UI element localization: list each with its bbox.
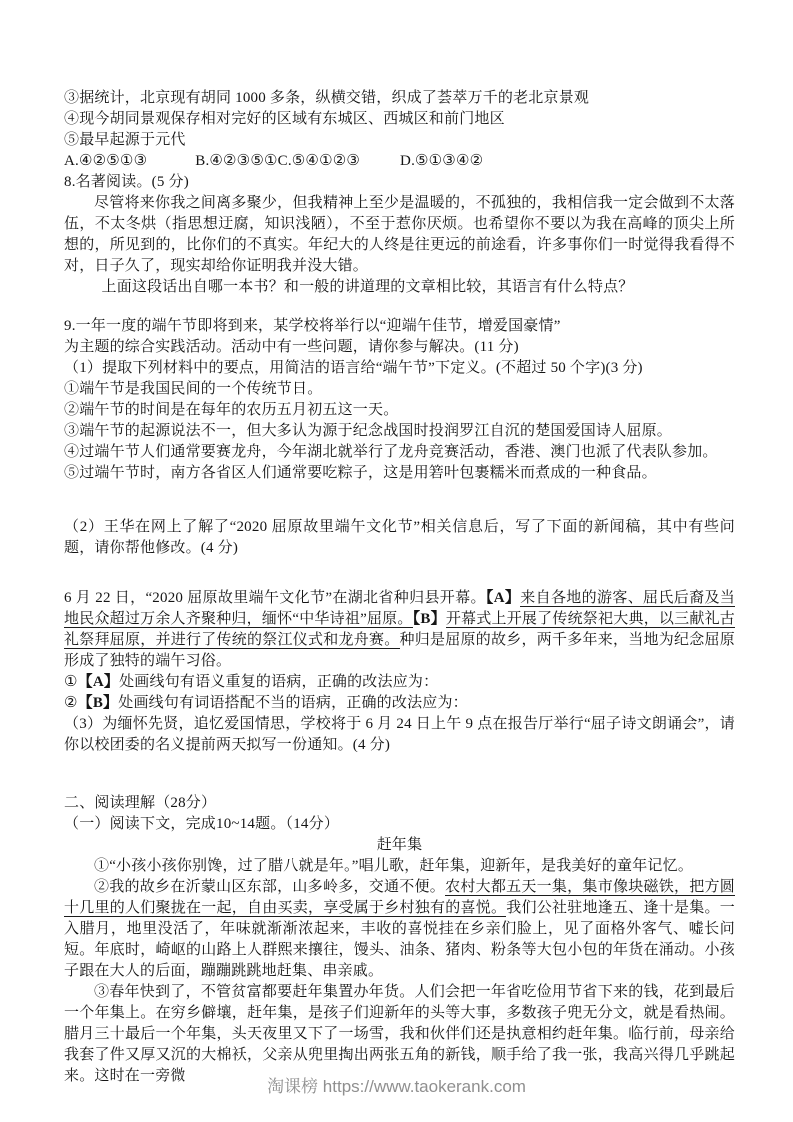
revision-task-b (64, 693, 735, 714)
section-2-sub-heading: （一）阅读下文，完成10~14题。（14分） (64, 816, 340, 832)
passage-para-2 (64, 877, 735, 982)
material-5: ⑤过端午节时，南方各省区人们通常要吃粽子，这是用箬叶包裹糯米而煮成的一种食品。 (64, 465, 657, 481)
news-draft (64, 588, 735, 672)
spacer (64, 484, 735, 517)
answer-option: B.④②③⑤①C.⑤④①②③ (195, 153, 361, 169)
question-8-quote: 尽管将来你我之间离多聚少，但我精神上至少是温暖的，不孤独的，我相信我一定会做到不太落伍，不太冬烘（指思想迂腐，知识浅陋），不至于惹你厌烦。也希望你不要以为我在高峰的顶尖上所想的，所见到的，比你们的不真实。年纪大的人终是往更远的前途看，许多事你们一时觉得我看得不对，日子久了，现实却给你证明我并没大错。 (64, 195, 735, 274)
revision-task-a (64, 672, 735, 693)
question-9-part2: （2）王华在网上了解了“2020 屈原故里端午文化节”相关信息后，写了下面的新闻稿，其中有些问题，请你帮他修改。(4 分) (64, 519, 735, 556)
bracket-label: 【B】 (77, 695, 119, 711)
document-body (64, 88, 735, 1087)
question-9-part1: （1）提取下列材料中的要点，用简洁的语言给“端午节”下定义。(不超过 50 个字)(3 分) (64, 360, 643, 376)
text-span: 我们公社驻地逢五、逢十是集。一入腊月，地里没活了，年味就渐渐浓起来，丰收的喜悦挂在乡亲们脸上，见了面格外客气、嘘长问短。年底时，崎岖的山路上人群熙来攘往，馒头、油条、猪肉、粉条等大包小包的年货在涌动。小孩子跟在大人的后面，蹦蹦跳跳地赶集、串亲戚。 (64, 900, 735, 979)
statement-3: ③据统计，北京现有胡同 1000 多条，纵横交错，织成了荟萃万千的老北京景观 (64, 90, 590, 106)
bracket-label: 【B】 (412, 611, 446, 627)
passage-para-1: ①“小孩小孩你别馋，过了腊八就是年。”唱儿歌，赶年集，迎新年，是我美好的童年记忆。 (94, 858, 694, 874)
question-8-prompt: 上面这段话出自哪一本书？和一般的讲道理的文章相比较，其语言有什么特点？ (101, 279, 634, 295)
statement-5: ⑤最早起源于元代 (64, 132, 186, 148)
material-1: ①端午节是我国民间的一个传统节日。 (64, 381, 323, 397)
underlined-text: 农村大都五天一集，集市像块磁铁，把方圆十几里的人们聚拢在一起，自由买卖，享受属于乡村独有的喜悦。 (64, 879, 735, 916)
reading-passage-title: 赶年集 (376, 837, 423, 853)
question-9-part3: （3）为缅怀先贤，追忆爱国情思，学校将于 6 月 24 日上午 9 点在报告厅举行“屈子诗文朗诵会”，请你以校团委的名义提前两天拟写一份通知。(4 分) (64, 716, 735, 753)
text-span: 处画线句有词语搭配不当的语病，正确的改法应为： (118, 695, 468, 711)
spacer (64, 559, 735, 588)
underlined-text: 开幕式上开展了传统祭祀大典，以三献礼古礼祭拜屈原，并进行了传统的祭江仪式和龙舟赛。 (64, 611, 735, 648)
text-span: 处画线句有语义重复的语病，正确的改法应为： (119, 674, 439, 690)
statement-4: ④现今胡同景观保存相对完好的区域有东城区、西城区和前门地区 (64, 111, 505, 127)
footer-site-name: 淘课榜 (267, 1077, 319, 1096)
bracket-label: 【A】 (77, 674, 120, 690)
question-9-heading: 9.一年一度的端午节即将到来，某学校将举行以“迎端午佳节，增爱国豪情” (64, 318, 561, 334)
bracket-label: 【A】 (485, 590, 521, 606)
spacer (64, 298, 735, 316)
underlined-text: 来自各地的游客、屈氏后裔及当地民众超过万余人齐聚种归，缅怀“中华诗祖”屈原。 (64, 590, 735, 627)
material-4: ④过端午节人们通常要赛龙舟，今年湖北就举行了龙舟竞赛活动，香港、澳门也派了代表队参加。 (64, 444, 718, 460)
question-9-heading-cont: 为主题的综合实践活动。活动中有一些问题，请你参与解决。(11 分) (64, 339, 519, 355)
text-span: 种归是屈原的故乡，两千多年来，当地为纪念屈原形成了独特的端午习俗。 (64, 632, 736, 669)
spacer (64, 756, 735, 793)
passage-para-3: ③春年快到了，不管贫富都要赶年集置办年货。人们会把一年省吃俭用节省下来的钱，花到最后一个年集上。在穷乡僻壤，赶年集，是孩子们迎新年的头等大事，多数孩子兜无分文，就是看热闹。腊月三十最后一个年集，头天夜里又下了一场雪，我和伙伴们还是执意相约赶年集。临行前，母亲给我套了件又厚又沉的大棉袄，父亲从兜里掏出两张五角的新钱，顺手给了我一张，我高兴得几乎跳起来。这时在一旁微 (64, 984, 735, 1084)
answer-options-row (64, 151, 735, 172)
material-3: ③端午节的起源说法不一，但大多认为源于纪念战国时投润罗江自沉的楚国爱国诗人屈原。 (64, 423, 673, 439)
answer-option: D.⑤①③④② (400, 153, 484, 169)
footer-url-link[interactable]: https://www.taokerank.com (322, 1077, 526, 1096)
material-2: ②端午节的时间是在每年的农历五月初五这一天。 (64, 402, 399, 418)
footer-watermark (0, 1072, 793, 1097)
section-2-heading: 二、阅读理解（28分） (64, 795, 217, 811)
text-span: 6 月 22 日，“2020 屈原故里端午文化节”在湖北省种归县开幕。 (64, 590, 486, 606)
text-span: ②我的故乡在沂蒙山区东部，山多岭多，交通不便。 (94, 879, 446, 895)
question-8-heading: 8.名著阅读。(5 分) (64, 174, 189, 190)
text-span: ① (64, 674, 78, 690)
text-span: ② (64, 695, 78, 711)
answer-option: A.④②⑤①③ (64, 153, 148, 169)
